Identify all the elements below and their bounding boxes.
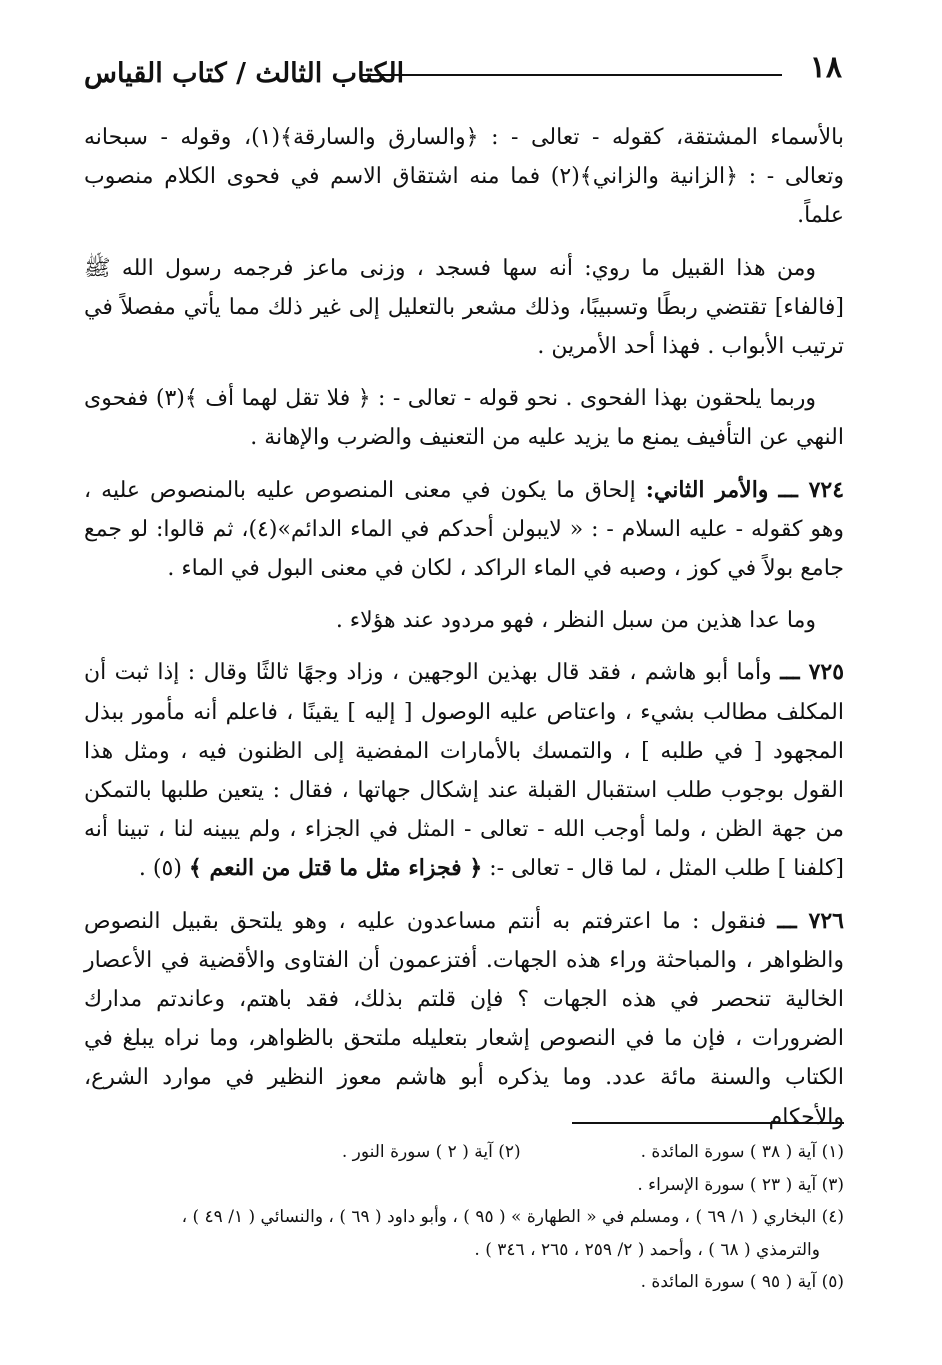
paragraph-725 bbox=[84, 653, 844, 888]
running-title: الكتاب الثالث / كتاب القياس bbox=[84, 58, 405, 89]
paragraph-2: ومن هذا القبيل ما روي: أنه سها فسجد ، وزنى ماعز فرجمه رسول الله ﷺ [فالفاء] تقتضي ربطًا وتسبيبًا، وذلك مشعر بالتعليل إلى غير ذلك مما يأتي مفصلاً في ترتيب الأبواب . فهذا أحد الأمرين . bbox=[84, 255, 844, 360]
footnotes bbox=[96, 1136, 844, 1299]
footnote-5: (٥) آية ( ٩٥ ) سورة المائدة . bbox=[640, 1272, 844, 1292]
paragraph-number: ٧٢٤ ـــ bbox=[778, 476, 845, 503]
paragraph-5: وما عدا هذين من سبل النظر ، فهو مردود عند هؤلاء . bbox=[335, 608, 816, 634]
footnote-4: (٤) البخاري ( ١/ ٦٩ ) ، ومسلم في « الطهارة » ( ٩٥ ) ، وأبو داود ( ٦٩ ) ، والنسائي ( ١/ ٤٩ ) ، bbox=[181, 1207, 844, 1227]
running-header bbox=[84, 44, 842, 104]
footnote-ref: (٥) . bbox=[138, 856, 182, 882]
footnote-rule bbox=[572, 1122, 844, 1124]
body-text bbox=[84, 118, 844, 1150]
paragraph-text: إلحاق ما يكون في معنى المنصوص عليه بالمنصوص عليه ، وهو كقوله - عليه السلام - : « لايبولن أحدكم في الماء الدائم»(٤)، ثم قالوا: لو جمع جامع بولاً في كوز ، وصبه في الماء الراكد ، لكان في معنى البول في الماء . bbox=[84, 477, 844, 582]
paragraph-text: وأما أبو هاشم ، فقد قال بهذين الوجهين ، وزاد وجهًا ثالثًا وقال : إذا ثبت أن المكلف مطالب بشيء ، واعتاص عليه الوصول [ إليه ] يقينًا ، فاعلم أنه مأمور ببذل المجهود [ في طلبه ] ، والتمسك بالأمارات المفضية إلى الظنون فيه ، ومثل هذا القول بوجوب طلب استقبال القبلة عند إشكال جهاتها ، فقال : يتعين طلبها بالتمكن من جهة الظن ، ولما أوجب الله - تعالى - المثل في الجزاء ، ولم يبينه لنا ، تبينا أنه [كلفنا ] طلب المثل ، لما قال - تعالى -: bbox=[84, 660, 844, 882]
footnote-4-continued: والترمذي ( ٦٨ ) ، وأحمد ( ٢/ ٢٥٩ ، ٢٦٥ ، ٣٤٦ ) . bbox=[474, 1239, 820, 1260]
footnote-2: (٢) آية ( ٢ ) سورة النور . bbox=[341, 1142, 521, 1162]
paragraph-1: بالأسماء المشتقة، كقوله - تعالى - : ﴿والسارق والسارقة﴾(١)، وقوله - سبحانه وتعالى - : ﴿الزانية والزاني﴾(٢) فما منه اشتقاق الاسم في فحوى الكلام منصوب علماً. bbox=[84, 125, 844, 229]
paragraph-number: ٧٢٦ ـــ bbox=[777, 907, 844, 934]
paragraph-724 bbox=[84, 471, 844, 589]
paragraph-number: ٧٢٥ ـــ bbox=[780, 659, 845, 686]
page-number: ١٨ bbox=[809, 50, 842, 85]
paragraph-lead: والأمر الثاني: bbox=[645, 476, 769, 503]
footnote-row bbox=[96, 1136, 844, 1169]
paragraph-726 bbox=[84, 902, 844, 1137]
paragraph-3: وربما يلحقون بهذا الفحوى . نحو قوله - تعالى - : ﴿ فلا تقل لهما أف ﴾(٣) ففحوى النهي عن التأفيف يمنع ما يزيد عليه من التعنيف والضرب والإهانة . bbox=[84, 386, 844, 451]
footnote-3: (٣) آية ( ٢٣ ) سورة الإسراء . bbox=[637, 1174, 844, 1195]
quran-quote: ﴿ فجزاء مثل ما قتل من النعم ﴾ bbox=[188, 855, 483, 882]
header-rule bbox=[362, 74, 782, 76]
paragraph-text: فنقول : ما اعترفتم به أنتم مساعدون عليه ، وهو يلتحق بقبيل النصوص والظواهر ، والمباحثة وراء هذه الجهات. أفتزعمون أن الفتاوى والأقضية في الأعصار الخالية تنحصر في هذه الجهات ؟ فإن قلتم بذلك، فقد باهتم، وعاندتم مدارك الضرورات ، فإن ما في النصوص إشعار بتعليله ملتحق بالظواهر، وما نراه يبلغ في الكتاب والسنة مائة عدد. وما يذكره أبو هاشم معوز النظير في موارد الشرع، والأحكام bbox=[84, 908, 844, 1130]
footnote-1: (١) آية ( ٣٨ ) سورة المائدة . bbox=[640, 1142, 844, 1162]
